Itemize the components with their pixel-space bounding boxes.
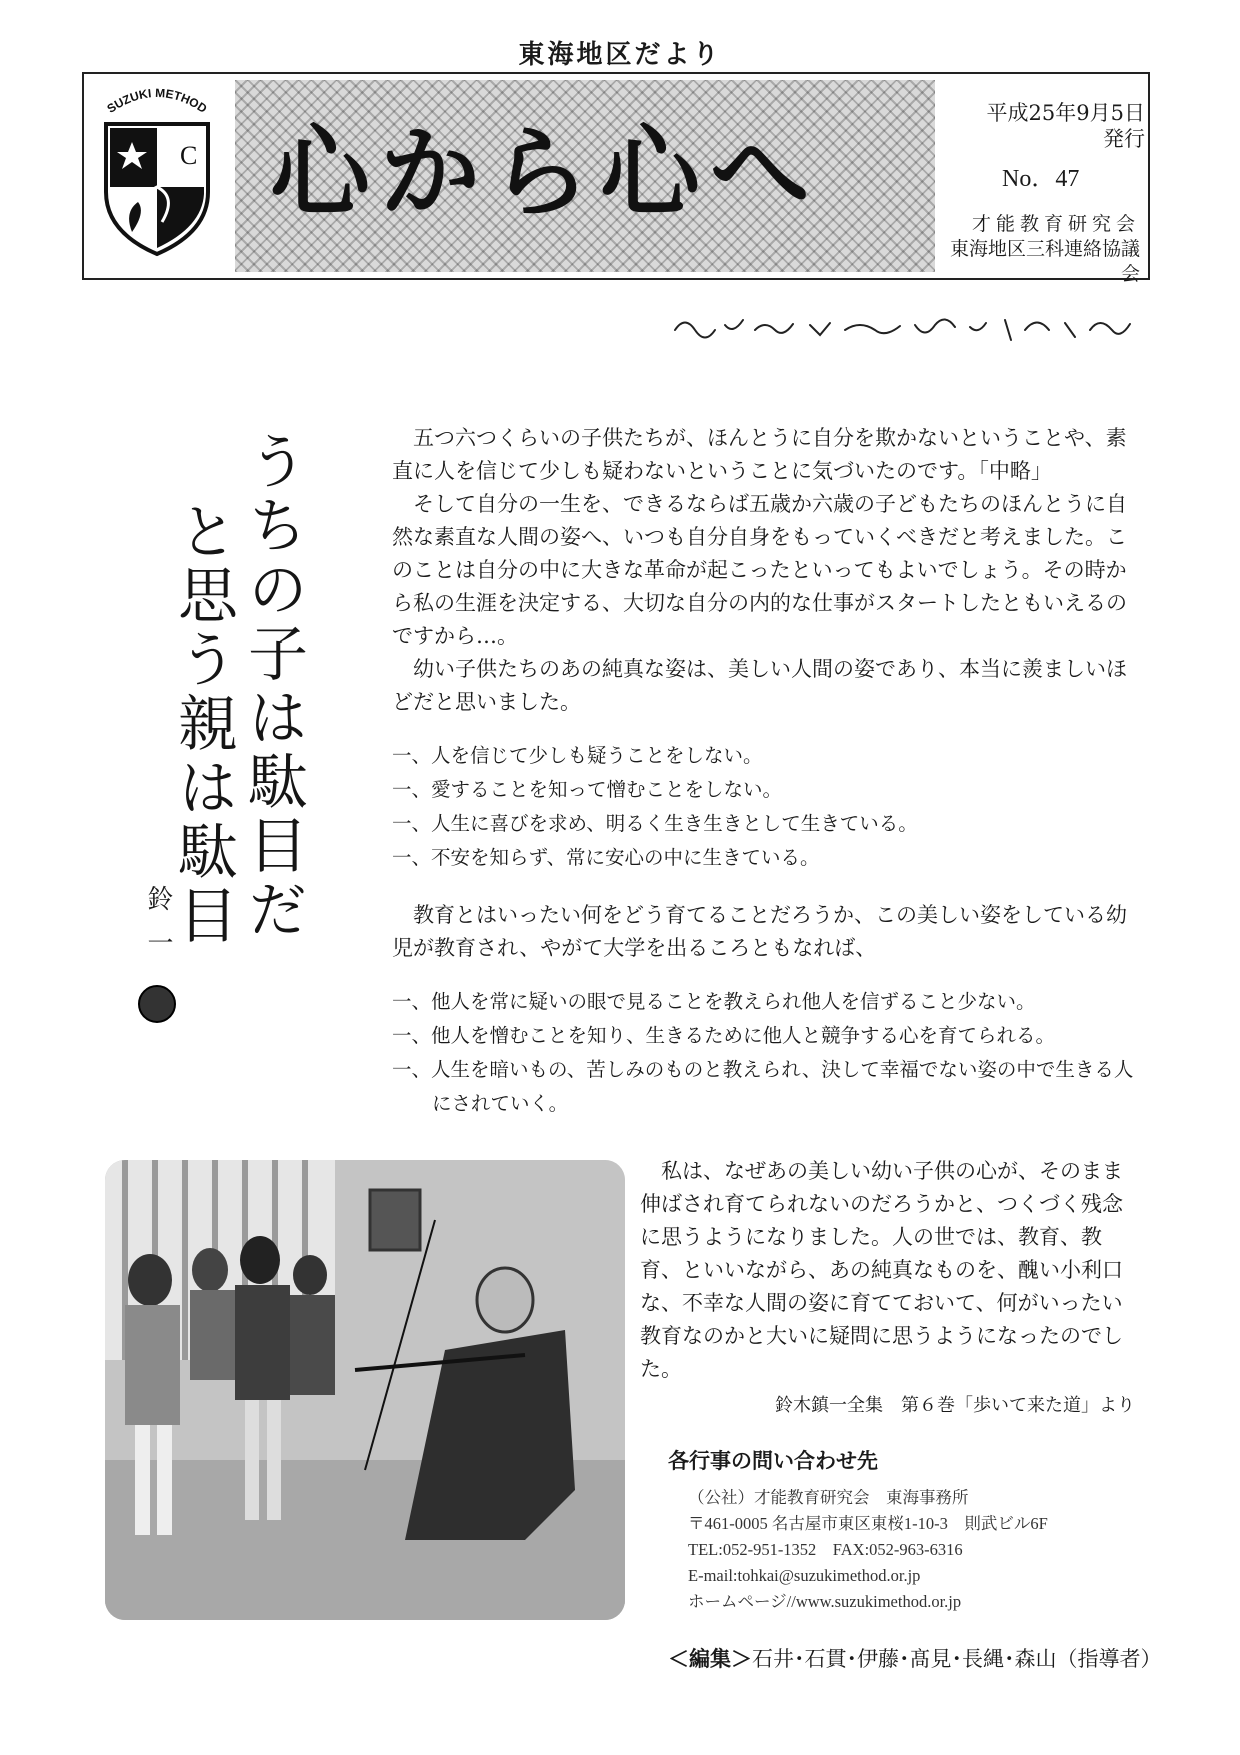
contact-address: 〒461-0005 名古屋市東区東桜1-10-3 則武ビル6F — [688, 1514, 1048, 1533]
list-item: 一、不安を知らず、常に安心の中に生きている。 — [392, 846, 820, 869]
paragraph-1: 五つ六つくらいの子供たちが、ほんとうに自分を欺かないということや、素直に人を信じて少しも疑わないということに気づいたのです。「中略」 — [392, 426, 1127, 483]
handwritten-signature-note — [670, 305, 1140, 355]
issue-date — [965, 100, 1145, 152]
list-item: 一、愛することを知って憎むことをしない。 — [392, 778, 783, 801]
main-article — [392, 422, 1134, 1121]
issue-date-value: 平成25年9月5日 — [986, 101, 1145, 125]
area-label: 東海地区だより — [518, 40, 722, 70]
list-item: 一、他人を憎むことを知り、生きるために他人と競争する心を育てられる。 — [392, 1024, 1056, 1047]
closing-paragraph-column — [640, 1155, 1140, 1386]
editors-label: ＜編集＞ — [668, 1647, 752, 1671]
editors-names: 石井･石貫･伊藤･髙見･長縄･森山（指導者） — [752, 1647, 1162, 1671]
calligraphy-line-1: うちの子は駄目だ — [238, 430, 308, 942]
contact-email: E-mail:tohkai@suzukimethod.or.jp — [688, 1566, 921, 1585]
violin-lesson-photo — [105, 1160, 625, 1620]
issue-number: No．47 — [1002, 166, 1080, 192]
contact-title: 各行事の問い合わせ先 — [668, 1449, 878, 1473]
contact-phone: TEL:052-951-1352 FAX:052-963-6316 — [688, 1540, 963, 1559]
virtues-list — [392, 739, 1134, 875]
editors-line — [668, 1643, 1162, 1673]
paragraph-3: 幼い子供たちのあの純真な姿は、美しい人間の姿であり、本当に羨ましいほどだと思いました。 — [392, 657, 1127, 714]
paragraph-5: 私は、なぜあの美しい幼い子供の心が、そのまま伸ばされ育てられないのだろうかと、つくづく残念に思うようになりました。人の世では、教育、教育、といいながら、あの純真なものを、醜い小利口な、不幸な人間の姿に育てておいて、何がいったい教育なのかと大いに疑問に思うようになったのでした。 — [640, 1159, 1123, 1381]
contact-info — [688, 1485, 1048, 1615]
citation: 鈴木鎮一全集 第６巻「歩いて来た道」より — [775, 1395, 1135, 1416]
list-item: 一、人生を暗いもの、苦しみのものと教えられ、決して幸福でない姿の中で生きる人にされていく。 — [392, 1058, 1134, 1115]
paragraph-2: そして自分の一生を、できるならば五歳か六歳の子どもたちのほんとうに自然な素直な人間の姿へ、いつも自分自身をもっていくべきだと考えました。このことは自分の中に大きな革命が起こったといってもよいでしょう。その時から私の生涯を決定する、大切な自分の内的な仕事がスタートしたともいえるのですから…。 — [392, 492, 1127, 648]
org-name: 才能教育研究会 — [971, 213, 1140, 235]
paragraph-4: 教育とはいったい何をどう育てることだろうか、この美しい姿をしている幼児が教育され、やがて大学を出るころともなれば、 — [392, 903, 1127, 960]
svg-text:C: C — [180, 141, 198, 170]
suzuki-method-logo — [92, 82, 222, 258]
calligraphy-line-2: と思う親は駄目 — [168, 500, 238, 948]
contact-website: ホームページ//www.suzukimethod.or.jp — [688, 1592, 962, 1611]
organization — [940, 212, 1140, 287]
newsletter-title: 心から心へ — [270, 113, 820, 231]
issue-date-suffix: 発行 — [1103, 127, 1145, 151]
contact-office: （公社）才能教育研究会 東海事務所 — [688, 1488, 969, 1507]
list-item: 一、人を信じて少しも疑うことをしない。 — [392, 744, 763, 767]
calligraphy-author: 鈴一 — [143, 885, 173, 973]
logo-text: SUZUKI METHOD — [104, 85, 210, 116]
svg-text:SUZUKI METHOD — [105, 86, 210, 116]
list-item: 一、人生に喜びを求め、明るく生き生きとして生きている。 — [392, 812, 918, 835]
org-council: 東海地区三科連絡協議会 — [949, 238, 1140, 285]
seal-stamp — [138, 985, 176, 1023]
list-item: 一、他人を常に疑いの眼で見ることを教えられ他人を信ずること少ない。 — [392, 990, 1036, 1013]
corruption-list — [392, 985, 1134, 1121]
